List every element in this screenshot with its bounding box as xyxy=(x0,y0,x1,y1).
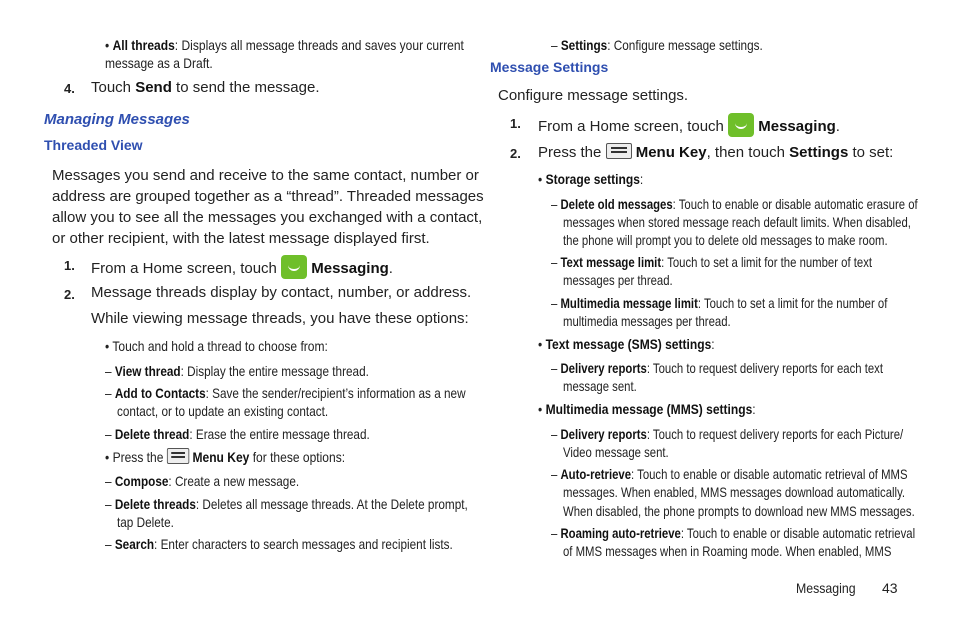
bullet: • xyxy=(105,338,110,354)
subsection-heading: Threaded View xyxy=(44,137,143,153)
description: : Touch to enable or disable automatic retrieval xyxy=(680,525,916,541)
step-bold: Send xyxy=(135,79,172,96)
dash: – xyxy=(551,295,558,311)
section-heading: Message Settings xyxy=(490,59,609,75)
step-text: Touch xyxy=(91,79,136,96)
dash: – xyxy=(105,536,112,552)
list-item xyxy=(105,425,370,443)
dash: – xyxy=(551,37,558,53)
step-bold: Settings xyxy=(789,144,849,161)
step-text: . xyxy=(388,260,393,277)
description: : Touch to enable or disable automatic erasure of xyxy=(672,196,918,212)
list-item xyxy=(551,524,915,542)
description: : Deletes all message threads. At the Delete prompt, xyxy=(195,496,468,512)
step-text: to send the message. xyxy=(171,79,320,96)
list-item xyxy=(105,448,345,466)
description: : Touch to request delivery reports for each Picture/ xyxy=(646,426,904,442)
term: Settings xyxy=(560,37,608,53)
description: Press the xyxy=(112,449,164,465)
messaging-app-icon xyxy=(281,255,307,279)
step-bold: Menu Key xyxy=(635,144,707,161)
paragraph xyxy=(52,165,484,249)
term: View thread xyxy=(114,363,181,379)
description-cont: Video message sent. xyxy=(563,444,669,460)
term: Delete threads xyxy=(114,496,196,512)
bullet: • xyxy=(538,171,543,187)
step-bold: Messaging xyxy=(758,118,836,135)
step-bold: Messaging xyxy=(311,260,389,277)
description-cont: messages per thread. xyxy=(563,272,673,288)
term: Delivery reports xyxy=(560,426,647,442)
step-text: . xyxy=(835,118,840,135)
description: for these options: xyxy=(249,449,346,465)
description-cont: messages. When enabled, MMS messages download automatically. xyxy=(563,484,906,500)
dash: – xyxy=(551,254,558,270)
dash: – xyxy=(105,496,112,512)
list-item xyxy=(551,425,903,443)
list-item xyxy=(551,294,887,312)
description: : Display the entire message thread. xyxy=(180,363,369,379)
description: : Save the sender/recipient’s information as a new xyxy=(205,385,466,401)
description: : Displays all message threads and saves your current xyxy=(174,37,464,53)
description: : xyxy=(711,336,715,352)
section-heading: Managing Messages xyxy=(44,111,190,128)
step-number: 2. xyxy=(64,287,75,302)
dash: – xyxy=(551,466,558,482)
list-item xyxy=(551,36,763,54)
step-2 xyxy=(538,143,893,161)
list-item xyxy=(551,195,918,213)
description-cont: the phone will prompt you to delete old messages to make room. xyxy=(563,232,888,248)
list-item xyxy=(538,170,643,188)
list-item xyxy=(105,384,466,402)
description: : xyxy=(639,171,644,187)
term: Menu Key xyxy=(192,449,250,465)
description-cont: messages when stored message reach default limits. When disabled, xyxy=(563,214,911,230)
list-item xyxy=(105,362,369,380)
bullet: • xyxy=(105,37,110,53)
messaging-app-icon xyxy=(728,113,754,137)
bullet: • xyxy=(538,401,543,417)
step-text: From a Home screen, touch xyxy=(91,260,277,277)
description: Touch and hold a thread to choose from: xyxy=(112,338,328,354)
step-number: 1. xyxy=(64,258,75,273)
list-item xyxy=(538,335,715,353)
list-item xyxy=(551,465,908,483)
menu-key-icon xyxy=(606,143,632,159)
step-2-sub: While viewing message threads, you have these options: xyxy=(91,310,469,327)
term: Add to Contacts xyxy=(114,385,206,401)
term: Auto-retrieve xyxy=(560,466,632,482)
step-text: From a Home screen, touch xyxy=(538,118,724,135)
step-number: 2. xyxy=(510,146,521,161)
paragraph-line: address are grouped together as a “thread”. Threaded messages xyxy=(52,188,484,205)
description: : Erase the entire message thread. xyxy=(189,426,370,442)
description: : Touch to set a limit for the number of text xyxy=(661,254,873,270)
step-text: , then touch xyxy=(706,144,790,161)
bullet: • xyxy=(538,336,543,352)
paragraph-line: Messages you send and receive to the same contact, number or xyxy=(52,167,479,184)
list-item xyxy=(105,36,464,54)
dash: – xyxy=(551,196,558,212)
term: Storage settings xyxy=(545,171,640,187)
page-number: 43 xyxy=(882,580,898,596)
description: : Configure message settings. xyxy=(607,37,763,53)
description-cont: tap Delete. xyxy=(117,514,174,530)
list-item xyxy=(538,400,756,418)
term: Delete old messages xyxy=(560,196,673,212)
description: : Touch to enable or disable automatic retrieval of MMS xyxy=(631,466,908,482)
dash: – xyxy=(105,385,112,401)
dash: – xyxy=(551,525,558,541)
dash: – xyxy=(105,426,112,442)
term: All threads xyxy=(112,37,175,53)
footer-section-title: Messaging xyxy=(796,580,856,596)
description-cont: multimedia messages per thread. xyxy=(563,313,731,329)
menu-key-icon xyxy=(167,448,189,464)
list-item xyxy=(105,535,453,553)
description: : xyxy=(752,401,756,417)
dash: – xyxy=(105,473,112,489)
step-2: Message threads display by contact, number, or address. xyxy=(91,284,472,301)
paragraph: Configure message settings. xyxy=(498,87,689,104)
list-item xyxy=(105,495,468,513)
step-text: Press the xyxy=(538,144,602,161)
description: : Enter characters to search messages and recipient lists. xyxy=(154,536,453,552)
step-1 xyxy=(538,113,840,137)
description: : Touch to request delivery reports for each text xyxy=(646,360,883,376)
description: : Create a new message. xyxy=(168,473,300,489)
term: Search xyxy=(114,536,155,552)
list-item xyxy=(105,472,299,490)
term: Delete thread xyxy=(114,426,190,442)
step-4 xyxy=(91,79,319,96)
bullet: • xyxy=(105,449,110,465)
dash: – xyxy=(105,363,112,379)
term: Text message limit xyxy=(560,254,662,270)
description-cont: of MMS messages when in Roaming mode. When enabled, MMS xyxy=(563,543,892,559)
list-item xyxy=(551,253,872,271)
term: Multimedia message (MMS) settings xyxy=(545,401,753,417)
term: Text message (SMS) settings xyxy=(545,336,712,352)
step-text: to set: xyxy=(848,144,894,161)
list-item xyxy=(551,359,883,377)
step-number: 1. xyxy=(510,116,521,131)
description-cont: contact, or to update an existing contact. xyxy=(117,403,329,419)
term: Delivery reports xyxy=(560,360,647,376)
dash: – xyxy=(551,426,558,442)
paragraph-line: allow you to see all the messages you exchanged with a contact, xyxy=(52,209,483,226)
paragraph-line: or other recipient, with the latest message displayed first. xyxy=(52,230,430,247)
description-cont: message sent. xyxy=(563,378,637,394)
term: Compose xyxy=(114,473,169,489)
description-cont: When disabled, the phone prompts to download new MMS messages. xyxy=(563,503,915,519)
term: Roaming auto-retrieve xyxy=(560,525,681,541)
description-cont: message as a Draft. xyxy=(105,55,213,71)
step-1 xyxy=(91,255,393,279)
description: : Touch to set a limit for the number of xyxy=(697,295,888,311)
term: Multimedia message limit xyxy=(560,295,698,311)
step-number: 4. xyxy=(64,81,75,96)
dash: – xyxy=(551,360,558,376)
list-item xyxy=(105,337,328,355)
